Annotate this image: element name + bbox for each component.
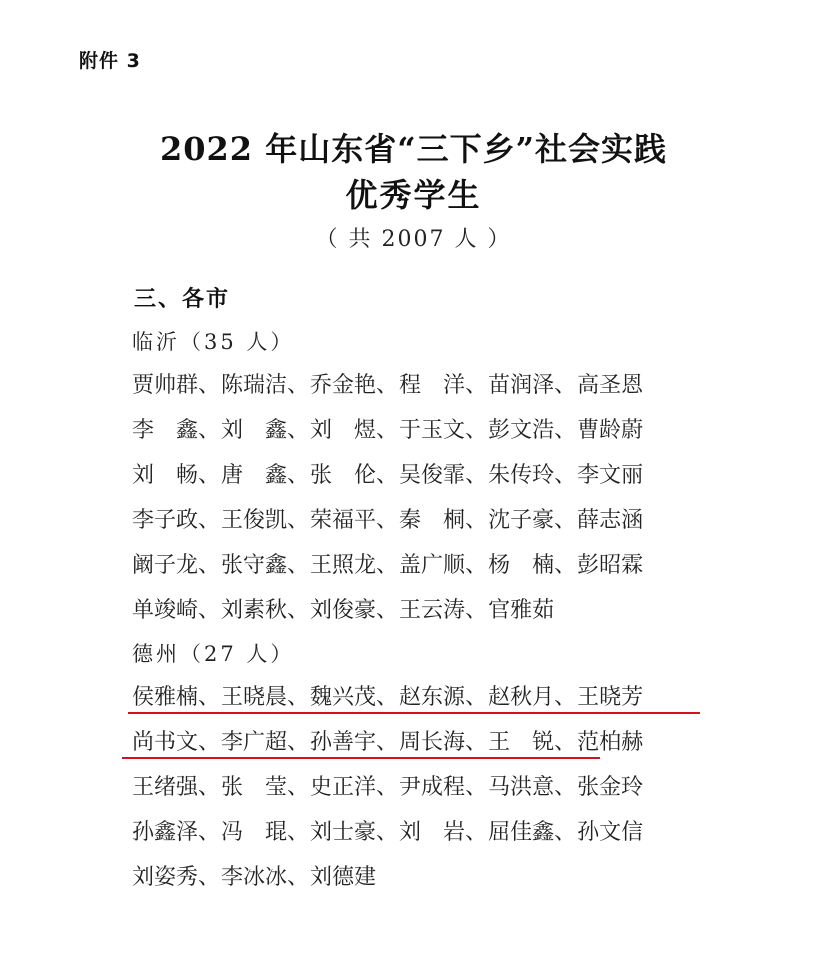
- student-name: 侯雅楠: [132, 685, 199, 710]
- name-separator: 、: [287, 598, 310, 623]
- student-name: 尹成程: [399, 775, 466, 800]
- name-separator: 、: [376, 685, 399, 710]
- student-name: 孙鑫泽: [132, 820, 199, 845]
- name-separator: 、: [554, 775, 577, 800]
- student-name: 荣福平: [310, 508, 377, 533]
- student-name: 沈子豪: [488, 508, 555, 533]
- student-name: 魏兴茂: [310, 685, 377, 710]
- red-underline-2: [122, 757, 600, 759]
- name-separator: 、: [465, 418, 488, 443]
- name-separator: 、: [287, 865, 310, 890]
- student-name: 孙文信: [577, 820, 644, 845]
- student-name: 尚书文: [132, 730, 199, 755]
- name-separator: 、: [287, 553, 310, 578]
- student-name: 冯 琨: [221, 820, 288, 845]
- name-separator: 、: [198, 865, 221, 890]
- attachment-label: 附件 3: [79, 50, 141, 72]
- student-name: 秦 桐: [399, 508, 466, 533]
- name-row: [132, 680, 712, 711]
- name-separator: 、: [376, 463, 399, 488]
- name-separator: 、: [198, 730, 221, 755]
- name-row: [132, 368, 712, 399]
- name-separator: 、: [465, 553, 488, 578]
- student-name: 马洪意: [488, 775, 555, 800]
- name-separator: 、: [376, 553, 399, 578]
- section-heading: 三、各市: [134, 287, 231, 312]
- name-separator: 、: [198, 598, 221, 623]
- student-name: 杨 楠: [488, 553, 555, 578]
- student-name: 张 莹: [221, 775, 288, 800]
- name-separator: 、: [465, 508, 488, 533]
- student-name: 刘素秋: [221, 598, 288, 623]
- student-name: 王照龙: [310, 553, 377, 578]
- student-name: 乔金艳: [310, 373, 377, 398]
- student-name: 张 伦: [310, 463, 377, 488]
- total-count: （ 共 2007 人 ）: [315, 227, 512, 252]
- student-name: 王云涛: [399, 598, 466, 623]
- student-name: 刘 畅: [132, 463, 199, 488]
- student-name: 刘 煜: [310, 418, 377, 443]
- name-separator: 、: [376, 820, 399, 845]
- student-name: 薛志涵: [577, 508, 644, 533]
- student-name: 刘德建: [310, 865, 377, 890]
- student-name: 王俊凯: [221, 508, 288, 533]
- name-separator: 、: [554, 553, 577, 578]
- student-name: 赵秋月: [488, 685, 555, 710]
- student-name: 张守鑫: [221, 553, 288, 578]
- student-name: 单竣崎: [132, 598, 199, 623]
- city-heading-linyi: 临沂（35 人）: [132, 330, 295, 354]
- name-separator: 、: [287, 775, 310, 800]
- student-name: 张金玲: [577, 775, 644, 800]
- student-name: 盖广顺: [399, 553, 466, 578]
- name-separator: 、: [287, 820, 310, 845]
- name-separator: 、: [465, 373, 488, 398]
- name-separator: 、: [554, 508, 577, 533]
- name-separator: 、: [554, 463, 577, 488]
- name-separator: 、: [554, 730, 577, 755]
- student-name: 曹龄蔚: [577, 418, 644, 443]
- student-name: 周长海: [399, 730, 466, 755]
- name-row: [132, 548, 712, 579]
- student-name: 赵东源: [399, 685, 466, 710]
- name-separator: 、: [287, 373, 310, 398]
- city-heading-dezhou: 德州（27 人）: [132, 642, 295, 666]
- student-name: 李 鑫: [132, 418, 199, 443]
- student-name: 程 洋: [399, 373, 466, 398]
- name-separator: 、: [198, 463, 221, 488]
- name-separator: 、: [376, 730, 399, 755]
- name-row: [132, 413, 712, 444]
- name-separator: 、: [198, 553, 221, 578]
- name-separator: 、: [376, 508, 399, 533]
- name-separator: 、: [376, 373, 399, 398]
- name-row: [132, 815, 712, 846]
- name-separator: 、: [287, 418, 310, 443]
- name-separator: 、: [287, 463, 310, 488]
- name-separator: 、: [465, 685, 488, 710]
- title-line-2: 优秀学生: [345, 176, 482, 214]
- student-name: 刘姿秀: [132, 865, 199, 890]
- student-name: 孙善宇: [310, 730, 377, 755]
- student-name: 朱传玲: [488, 463, 555, 488]
- name-separator: 、: [287, 685, 310, 710]
- student-name: 王 锐: [488, 730, 555, 755]
- student-name: 吴俊霏: [399, 463, 466, 488]
- name-separator: 、: [554, 373, 577, 398]
- name-separator: 、: [198, 373, 221, 398]
- name-separator: 、: [287, 508, 310, 533]
- student-name: 范柏赫: [577, 730, 644, 755]
- student-name: 高圣恩: [577, 373, 644, 398]
- name-separator: 、: [198, 418, 221, 443]
- name-separator: 、: [287, 730, 310, 755]
- name-row: [132, 860, 712, 891]
- student-name: 李子政: [132, 508, 199, 533]
- name-row: [132, 725, 712, 756]
- student-name: 于玉文: [399, 418, 466, 443]
- student-name: 陈瑞洁: [221, 373, 288, 398]
- student-name: 彭文浩: [488, 418, 555, 443]
- name-separator: 、: [198, 820, 221, 845]
- name-separator: 、: [198, 508, 221, 533]
- student-name: 刘士豪: [310, 820, 377, 845]
- student-name: 彭昭霖: [577, 553, 644, 578]
- name-separator: 、: [554, 685, 577, 710]
- name-separator: 、: [376, 775, 399, 800]
- student-name: 刘俊豪: [310, 598, 377, 623]
- name-separator: 、: [465, 820, 488, 845]
- student-name: 官雅茹: [488, 598, 555, 623]
- title-line-1: 2022 年山东省“三下乡”社会实践: [159, 130, 668, 168]
- name-row: [132, 503, 712, 534]
- student-name: 刘 岩: [399, 820, 466, 845]
- name-separator: 、: [465, 775, 488, 800]
- name-separator: 、: [465, 463, 488, 488]
- name-separator: 、: [198, 685, 221, 710]
- student-name: 阚子龙: [132, 553, 199, 578]
- student-name: 李广超: [221, 730, 288, 755]
- student-name: 王晓晨: [221, 685, 288, 710]
- name-separator: 、: [554, 820, 577, 845]
- student-name: 屈佳鑫: [488, 820, 555, 845]
- student-name: 苗润泽: [488, 373, 555, 398]
- student-name: 史正洋: [310, 775, 377, 800]
- red-underline-1: [128, 712, 700, 714]
- name-row: [132, 770, 712, 801]
- student-name: 唐 鑫: [221, 463, 288, 488]
- student-name: 李冰冰: [221, 865, 288, 890]
- student-name: 贾帅群: [132, 373, 199, 398]
- student-name: 王晓芳: [577, 685, 644, 710]
- student-name: 王绪强: [132, 775, 199, 800]
- name-row: [132, 458, 712, 489]
- student-name: 李文丽: [577, 463, 644, 488]
- student-name: 刘 鑫: [221, 418, 288, 443]
- name-row: [132, 593, 712, 624]
- name-separator: 、: [376, 598, 399, 623]
- name-separator: 、: [554, 418, 577, 443]
- name-separator: 、: [465, 598, 488, 623]
- name-separator: 、: [198, 775, 221, 800]
- name-separator: 、: [376, 418, 399, 443]
- name-separator: 、: [465, 730, 488, 755]
